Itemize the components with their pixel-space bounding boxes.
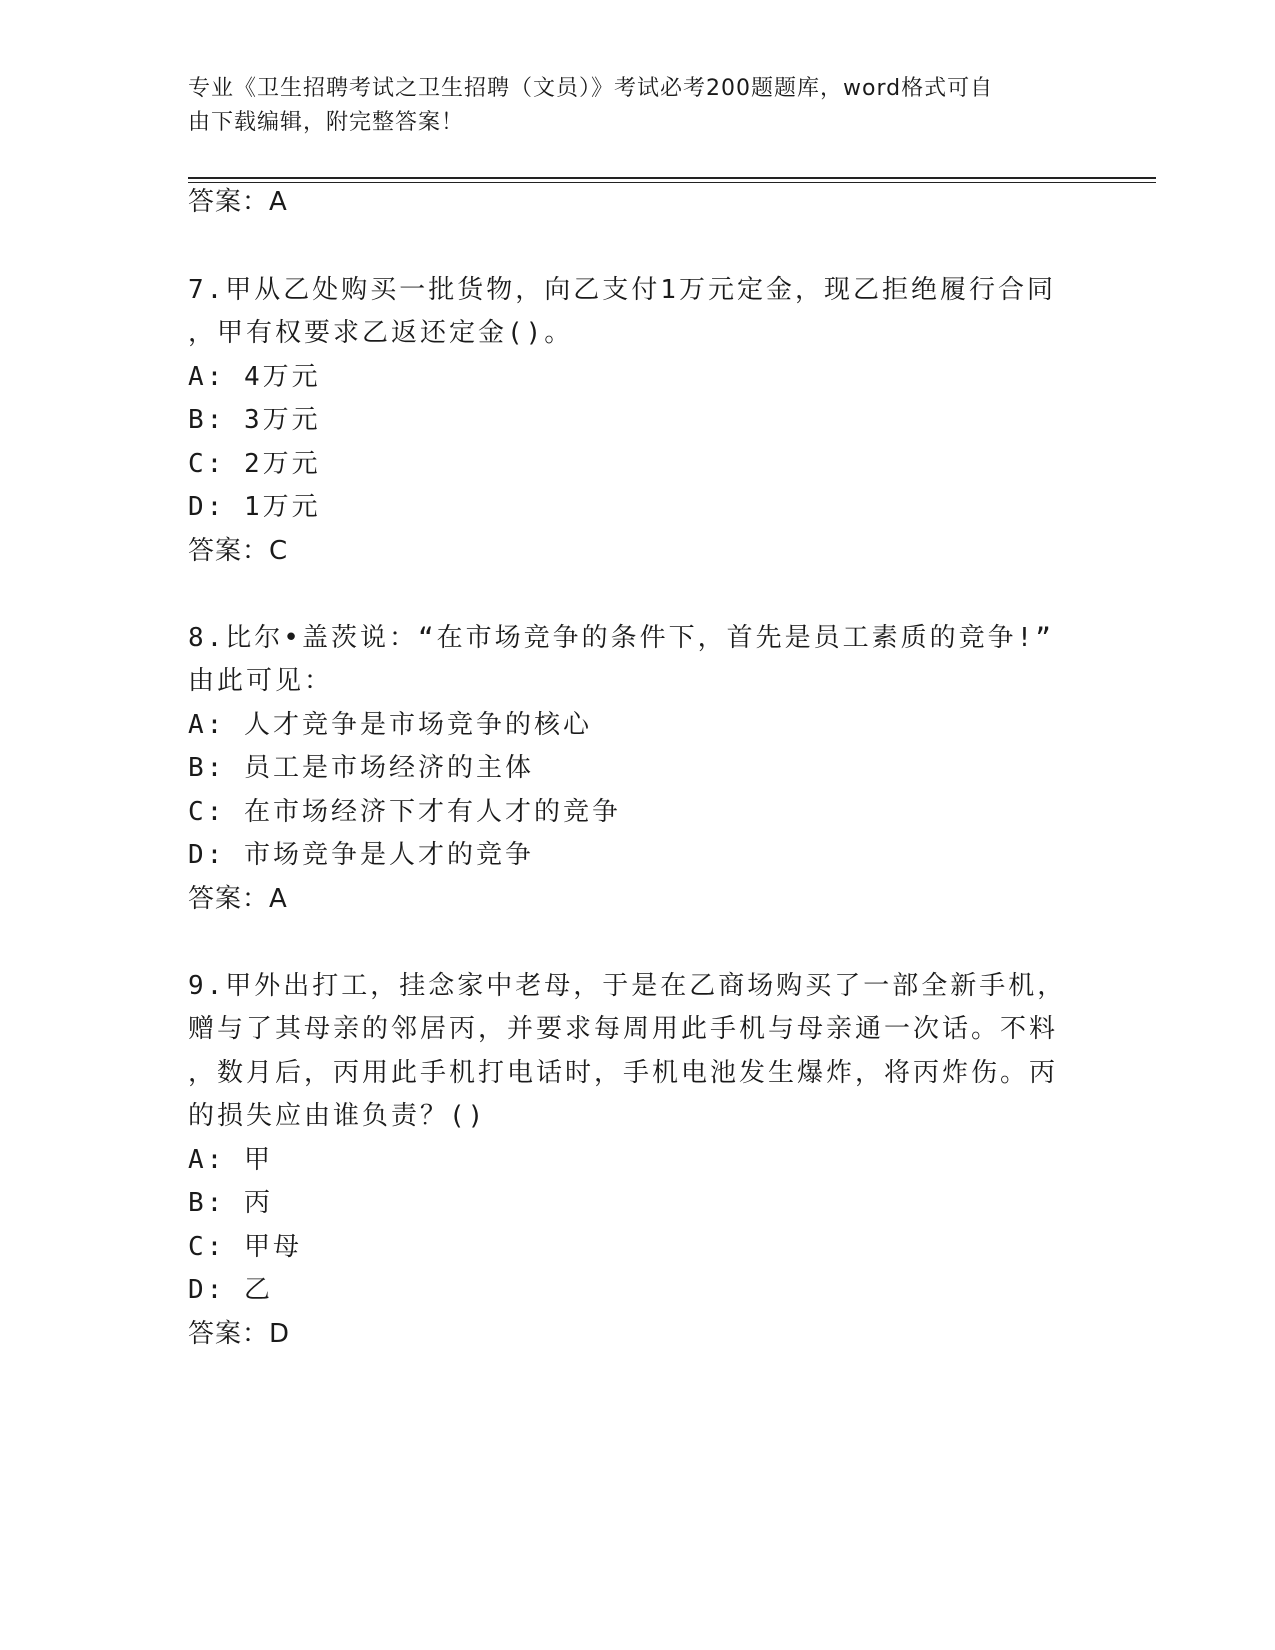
question-8-option-c: C: 在市场经济下才有人才的竞争 — [188, 797, 621, 827]
question-7-option-d: D: 1万元 — [188, 492, 321, 522]
header-divider-thin — [188, 182, 1156, 183]
question-9-option-d: D: 乙 — [188, 1275, 273, 1305]
previous-answer: 答案：A — [188, 187, 288, 217]
question-8-stem-line-1: 8.比尔•盖茨说：“在市场竞争的条件下，首先是员工素质的竞争!” — [188, 623, 1054, 653]
question-9-stem-line-2: 赠与了其母亲的邻居丙，并要求每周用此手机与母亲通一次话。不料 — [188, 1014, 1059, 1044]
question-9-option-b: B: 丙 — [188, 1188, 273, 1218]
question-7-option-c: C: 2万元 — [188, 449, 321, 479]
question-7-option-b: B: 3万元 — [188, 405, 321, 435]
question-9-stem-line-4: 的损失应由谁负责？() — [188, 1101, 487, 1131]
question-9-stem-line-1: 9.甲外出打工，挂念家中老母，于是在乙商场购买了一部全新手机， — [188, 971, 1067, 1001]
question-7-option-a: A: 4万元 — [188, 362, 321, 392]
question-8-stem-line-2: 由此可见： — [188, 666, 334, 696]
question-9-option-c: C: 甲母 — [188, 1232, 302, 1262]
question-8-option-b: B: 员工是市场经济的主体 — [188, 753, 534, 783]
question-7-stem-line-1: 7.甲从乙处购买一批货物，向乙支付1万元定金，现乙拒绝履行合同 — [188, 275, 1056, 305]
question-7-answer: 答案：C — [188, 536, 289, 566]
header-divider — [188, 177, 1156, 179]
header-line-2: 由下载编辑，附完整答案！ — [188, 110, 465, 135]
question-9-stem-line-3: ，数月后，丙用此手机打电话时，手机电池发生爆炸，将丙炸伤。丙 — [188, 1058, 1059, 1088]
document-header — [188, 72, 1068, 140]
question-9-answer: 答案：D — [188, 1319, 291, 1349]
header-line-1: 专业《卫生招聘考试之卫生招聘（文员）》考试必考200题题库，word格式可自 — [188, 76, 994, 101]
question-7-stem-line-2: ，甲有权要求乙返还定金()。 — [188, 318, 574, 348]
question-8-option-d: D: 市场竞争是人才的竞争 — [188, 840, 534, 870]
question-8-option-a: A: 人才竞争是市场竞争的核心 — [188, 710, 592, 740]
question-9-option-a: A: 甲 — [188, 1145, 273, 1175]
question-8-answer: 答案：A — [188, 884, 288, 914]
